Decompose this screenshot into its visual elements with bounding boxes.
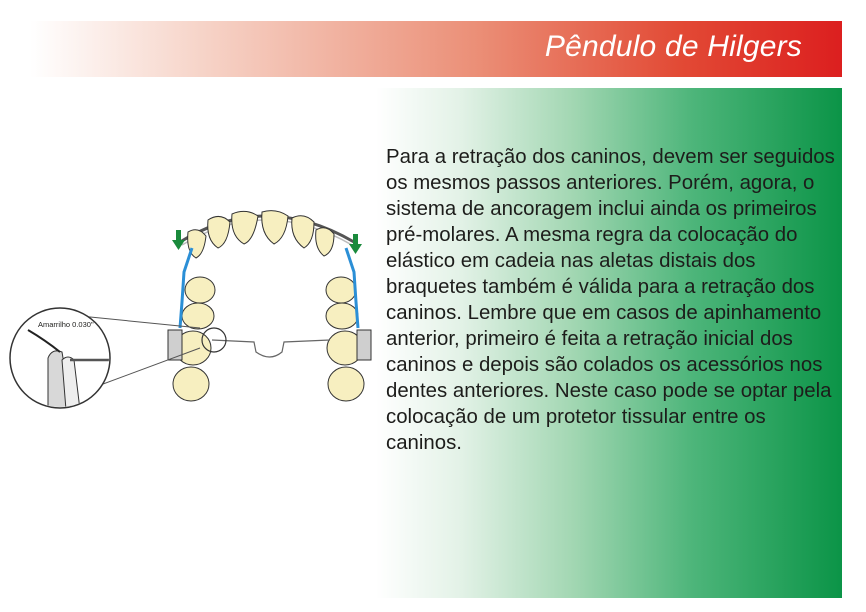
tooth [232, 211, 258, 244]
tooth [182, 303, 214, 329]
tooth [328, 367, 364, 401]
palatal-appliance [212, 340, 330, 357]
anterior-teeth [188, 211, 334, 258]
body-paragraph: Para a retração dos caninos, devem ser seguidos os mesmos passos anteriores. Porém, agora, o sistema de ancoragem inclui ainda os primeiros pré-molares. A mesma regra da colocação do elástico em cadeia nas aletas distais dos braquetes também é válida para a retração dos caninos. Lembre que em casos de apinhamento anterior, primeiro é feita a retração inicial dos caninos e depois são colados os acessórios nos dentes anteriores. Neste caso pode se optar pela colocação de um protetor tissular entre os caninos. [386, 146, 835, 454]
tooth [292, 216, 314, 248]
page-title: Pêndulo de Hilgers [544, 30, 802, 63]
zoom-label: Amarrilho 0.030" [38, 320, 94, 329]
tooth [185, 277, 215, 303]
tooth [173, 367, 209, 401]
tooth [326, 277, 356, 303]
title-banner [30, 21, 842, 77]
text-panel [376, 88, 842, 598]
arrow-down-left-icon [172, 230, 185, 250]
molar-band-right [357, 330, 371, 360]
tooth [208, 216, 230, 248]
arrow-down-right-icon [349, 234, 362, 254]
tooth [326, 303, 358, 329]
tooth [316, 228, 334, 256]
tooth [262, 211, 288, 244]
dental-arch-illustration [0, 190, 380, 430]
